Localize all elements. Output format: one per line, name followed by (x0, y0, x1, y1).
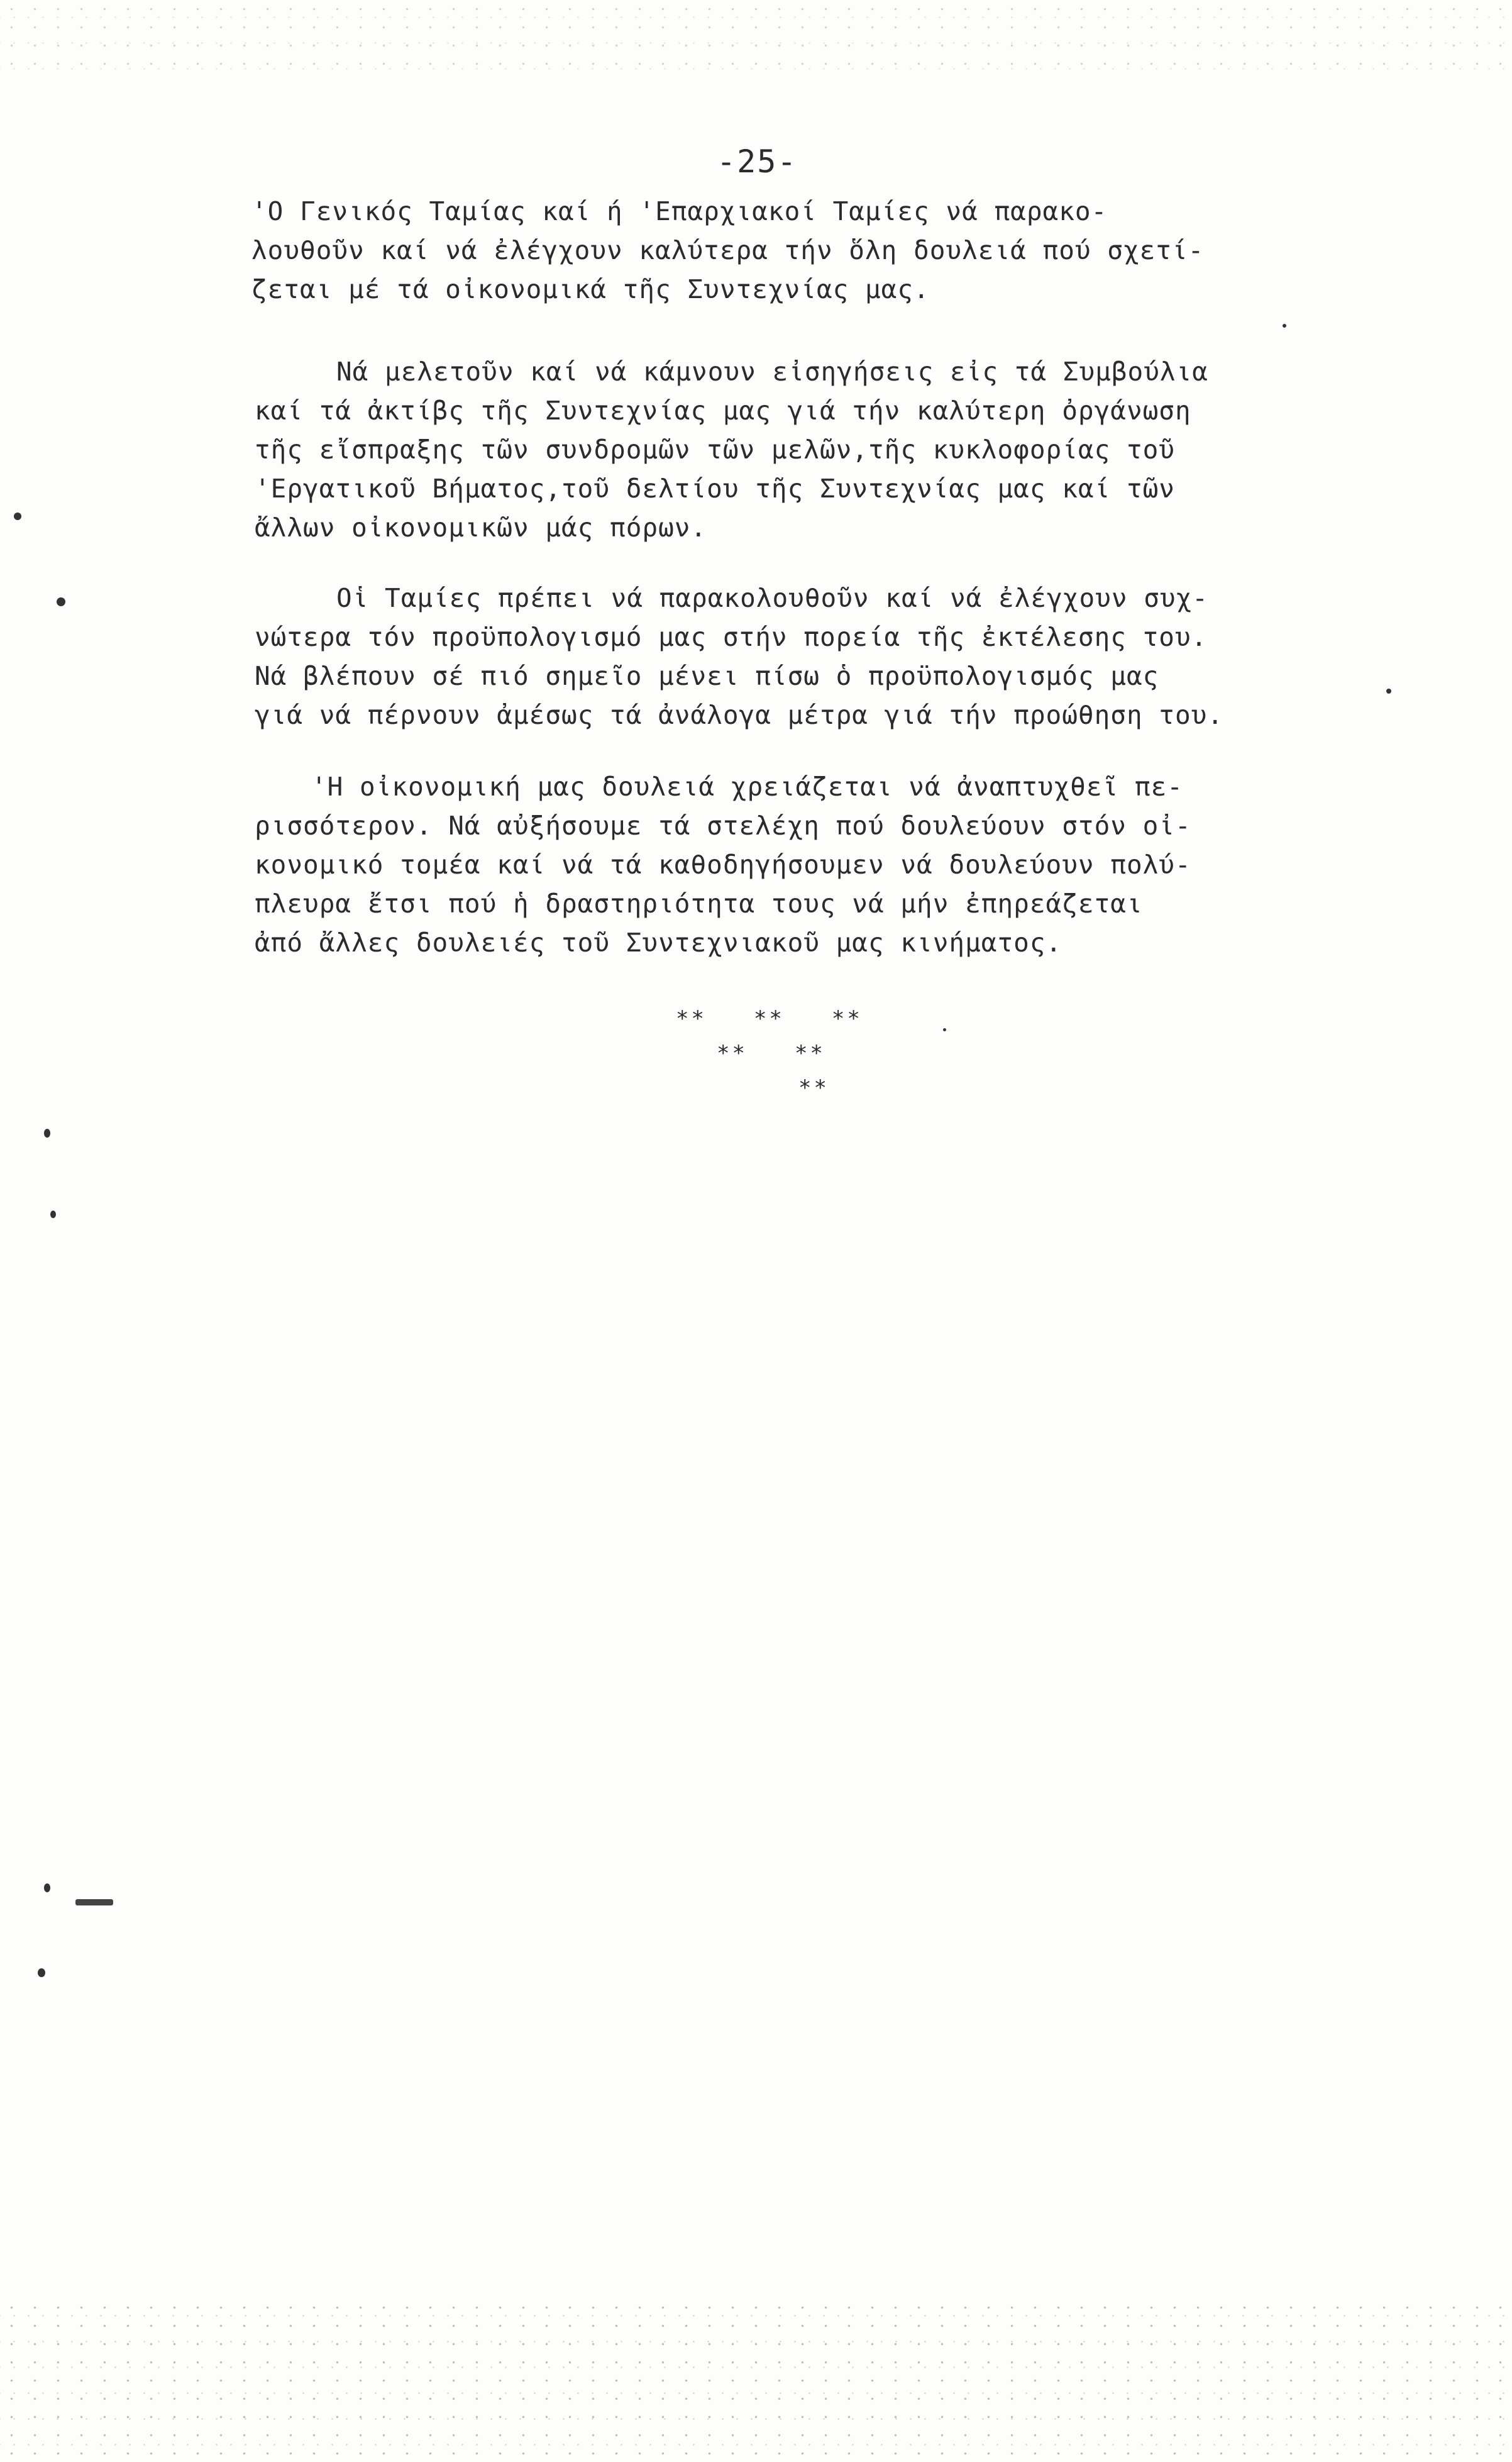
text-line: πλευρα ἔτσι πού ἡ δραστηριότητα τους νά μήν ἐπηρεάζεται (255, 889, 1143, 919)
scan-speck (50, 1211, 56, 1218)
star-group: ** (753, 1006, 785, 1031)
text-line: γιά νά πέρνουν ἀμέσως τά ἀνάλογα μέτρα γιά τήν προώθηση του. (255, 700, 1224, 730)
text-line: 'Εργατικοῦ Βήματος,τοῦ δελτίου τῆς Συντεχνίας μας καί τῶν (255, 474, 1175, 504)
star-group: ** (794, 1041, 825, 1066)
text-line: ρισσότερον. Νά αὐξήσουμε τά στελέχη πού δουλεύουν στόν οἰ- (255, 811, 1191, 841)
scan-speck (14, 513, 21, 520)
paragraph-2 (255, 352, 1418, 547)
scan-speck (1283, 324, 1286, 328)
scan-speck (44, 1883, 50, 1892)
separator-stars-row-1 (676, 1006, 910, 1031)
paragraph-4 (255, 767, 1418, 962)
scan-speck (57, 597, 65, 606)
text-line: τῆς εἴσπραξης τῶν συνδρομῶν τῶν μελῶν,τῆς κυκλοφορίας τοῦ (255, 435, 1175, 465)
scan-speck (75, 1899, 113, 1905)
page-number: -25- (717, 143, 798, 180)
separator-stars-row-3 (798, 1075, 829, 1101)
scan-speck (1386, 689, 1391, 694)
text-line: 'Η οἰκονομική μας δουλειά χρειάζεται νά ἀναπτυχθεῖ πε- (311, 772, 1183, 802)
text-line: ἀπό ἄλλες δουλειές τοῦ Συντεχνιακοῦ μας κινήματος. (255, 928, 1062, 958)
star-group: ** (831, 1006, 863, 1031)
text-line: ζεται μέ τά οἰκονομικά τῆς Συντεχνίας μας. (251, 274, 930, 304)
star-group: ** (676, 1006, 707, 1031)
text-line: νώτερα τόν προϋπολογισμό μας στήν πορεία τῆς ἐκτέλεσης του. (255, 622, 1208, 652)
paragraph-3 (255, 579, 1418, 735)
separator-stars-row-2 (717, 1041, 873, 1066)
scan-speck (943, 1028, 946, 1031)
text-line: Νά βλέπουν σέ πιό σημεῖο μένει πίσω ὁ προϋπολογισμός μας (255, 661, 1159, 691)
paragraph-1 (251, 192, 1415, 309)
text-line: κονομικό τομέα καί νά τά καθοδηγήσουμεν νά δουλεύουν πολύ- (255, 850, 1191, 880)
scan-speck (38, 1968, 45, 1977)
text-line: Οἱ Ταμίες πρέπει νά παρακολουθοῦν καί νά ἐλέγχουν συχ- (336, 583, 1208, 613)
text-line: καί τά ἀκτίβς τῆς Συντεχνίας μας γιά τήν καλύτερη ὀργάνωση (255, 396, 1191, 426)
text-line: λουθοῦν καί νά ἐλέγχουν καλύτερα τήν ὅλη δουλειά πού σχετί- (251, 235, 1205, 265)
text-line: ἄλλων οἰκονομικῶν μάς πόρων. (255, 513, 707, 543)
scan-speck (44, 1129, 50, 1138)
text-line: 'Ο Γενικός Ταμίας καί ή 'Επαρχιακοί Ταμίες νά παρακο- (251, 196, 1108, 226)
scan-noise-bottom (0, 2298, 1512, 2462)
star-group: ** (798, 1075, 829, 1101)
text-line: Νά μελετοῦν καί νά κάμνουν εἰσηγήσεις εἰς τά Συμβούλια (336, 357, 1208, 387)
star-group: ** (717, 1041, 748, 1066)
scan-noise-top (0, 0, 1512, 75)
